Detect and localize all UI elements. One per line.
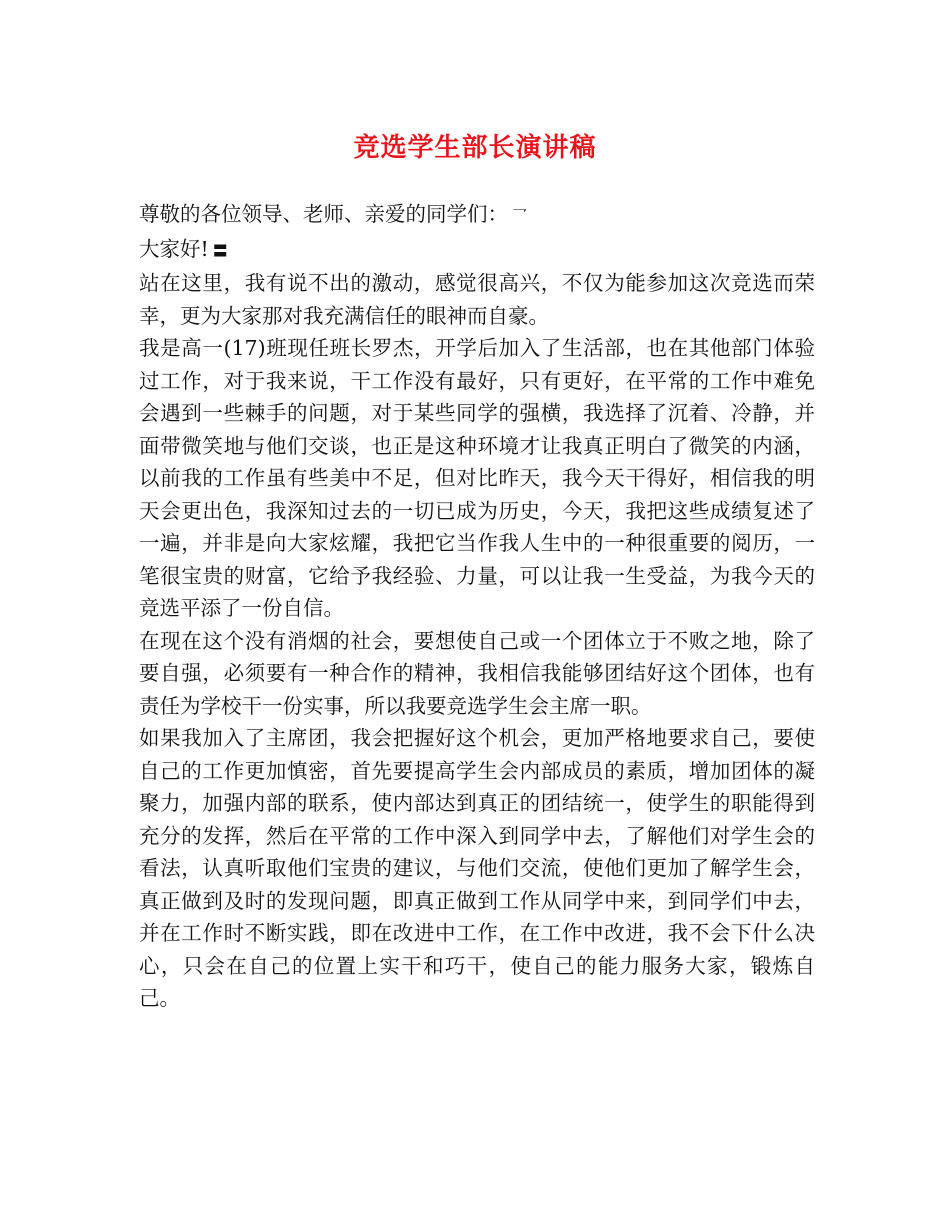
greeting-text: 大家好! (139, 236, 209, 261)
paragraph-1: 站在这里，我有说不出的激动，感觉很高兴，不仅为能参加这次竞选而荣幸，更为大家那对我充满信任的眼神而自豪。 (139, 271, 815, 328)
salutation-text: 尊敬的各位领导、老师、亲爱的同学们： (139, 202, 508, 226)
paragraph-4: 如果我加入了主席团，我会把握好这个机会，更加严格地要求自己，要使自己的工作更加慎密，首先要提高学生会内部成员的素质，增加团体的凝聚力，加强内部的联系，使内部达到真正的团结统一，使学生的职能得到充分的发挥，然后在平常的工作中深入到同学中去，了解他们对学生会的看法，认真听取他们宝贵的建议，与他们交流，使他们更加了解学生会，真正做到及时的发现问题，即真正做到工作从同学中来，到同学们中去，并在工作时不断实践，即在改进中工作，在工作中改进，我不会下什么决心，只会在自己的位置上实干和巧干，使自己的能力服务大家，锻炼自己。 (139, 726, 815, 1010)
greeting-line (139, 233, 815, 268)
salutation-line (139, 198, 815, 233)
paragraph-3: 在现在这个没有消烟的社会，要想使自己或一个团体立于不败之地，除了要自强，必须要有一种合作的精神，我相信我能够团结好这个团体，也有责任为学校干一份实事，所以我要竞选学生会主席一职。 (139, 628, 815, 718)
document-body (139, 198, 815, 1015)
salutation-mark: 乛 (512, 207, 528, 225)
paragraph-2: 我是高一(17)班现任班长罗杰，开学后加入了生活部，也在其他部门体验过工作，对于我来说，干工作没有最好，只有更好，在平常的工作中难免会遇到一些棘手的问题，对于某些同学的强横，我选择了沉着、冷静，并面带微笑地与他们交谈，也正是这种环境才让我真正明白了微笑的内涵，以前我的工作虽有些美中不足，但对比昨天，我今天干得好，相信我的明天会更出色，我深知过去的一切已成为历史，今天，我把这些成绩复述了一遍，并非是向大家炫耀，我把它当作我人生中的一种很重要的阅历，一笔很宝贵的财富，它给予我经验、力量，可以让我一生受益，为我今天的竞选平添了一份自信。 (139, 336, 815, 620)
document-title: 竞选学生部长演讲稿 (353, 133, 597, 163)
greeting-mark: 〓 (212, 241, 228, 260)
